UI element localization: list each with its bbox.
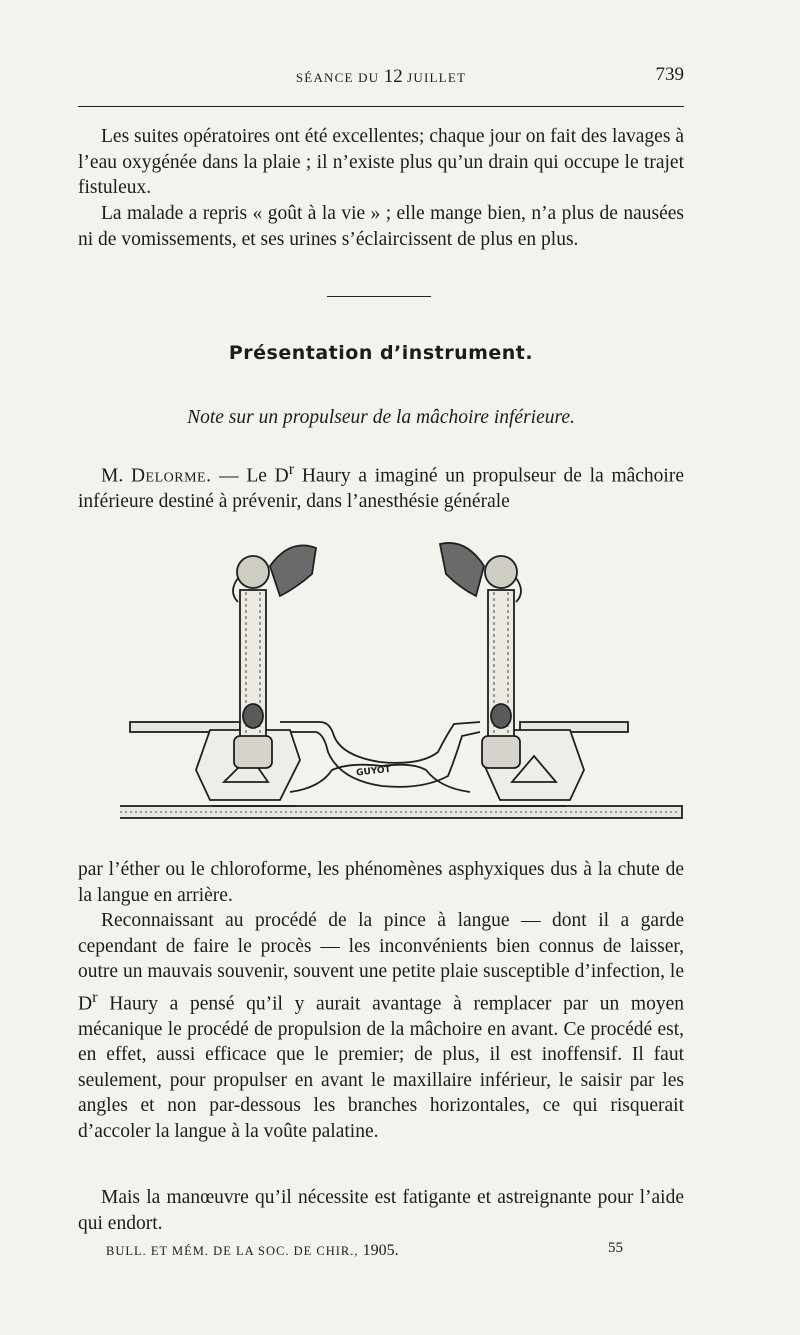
signature-mark: 55 bbox=[608, 1240, 623, 1256]
footer-citation bbox=[106, 1242, 399, 1260]
doctor-superscript-2: r bbox=[92, 987, 98, 1006]
paragraph-text-end: Haury a pensé qu’il y aurait avantage à remplacer par un moyen mécanique le procédé de propulsion de la mâchoire en avant. Ce procédé est, en effet, aussi efficace que le premier; de plus, il est inoffensif. Il faut seulement, pour propulser en avant le maxillaire inférieur, le saisir par les angles et non par-dessous les branches horizontales, ce qui risquerait d’accoler la langue à la voûte palatine. bbox=[78, 993, 684, 1142]
section-divider bbox=[327, 296, 431, 297]
running-head-day: 12 bbox=[383, 66, 403, 87]
running-head-suffix: JUILLET bbox=[402, 70, 467, 85]
maker-label: GUYOT bbox=[355, 764, 392, 779]
page-header bbox=[78, 64, 684, 90]
speaker-name: Delorme. bbox=[130, 465, 212, 487]
instrument-figure bbox=[120, 530, 700, 830]
intro-text-start: — Le D bbox=[211, 465, 289, 487]
paragraph-patient-recovery: La malade a repris « goût à la vie » ; elle mange bien, n’a plus de nausées ni de vomissements, et ses urines s’éclaircissent de plus en plus. bbox=[78, 203, 684, 250]
doctor-superscript: r bbox=[288, 460, 295, 478]
paragraph-operative-course: Les suites opératoires ont été excellentes; chaque jour on fait des lavages à l’eau oxygénée dans la plaie ; il n’existe plus qu’un drain qui occupe le trajet fistuleux. bbox=[78, 126, 684, 198]
section-subtitle: Note sur un propulseur de la mâchoire inférieure. bbox=[187, 407, 575, 428]
section-title: Présentation d’instrument. bbox=[228, 342, 534, 364]
paragraph-continuation: par l’éther ou le chloroforme, les phénomènes asphyxiques dus à la chute de la langue en arrière. bbox=[78, 859, 684, 906]
intro-text-end: Haury a imaginé un propulseur de la mâchoire inférieure destiné à prévenir, dans l’anesthésie générale bbox=[78, 465, 685, 512]
footer-year: 1905. bbox=[362, 1242, 399, 1259]
speaker-prefix: M. bbox=[101, 465, 131, 487]
jaw-propulsor-illustration bbox=[120, 530, 700, 830]
page-number: 739 bbox=[655, 64, 684, 85]
running-head-prefix: SÉANCE DU bbox=[295, 70, 384, 85]
header-rule bbox=[78, 106, 684, 107]
running-head bbox=[78, 66, 684, 88]
paragraph-tongue-forceps bbox=[78, 908, 684, 1144]
paragraph-maneuver: Mais la manœuvre qu’il nécessite est fatigante et astreignante pour l’aide qui endort. bbox=[78, 1187, 684, 1234]
page-footer bbox=[78, 1240, 684, 1264]
footer-journal: BULL. ET MÉM. DE LA SOC. DE CHIR., bbox=[106, 1244, 363, 1258]
paragraph-text-start: Reconnaissant au procédé de la pince à langue — dont il a garde cependant de faire le procès — les inconvénients bien connus de laisser, outre un mauvais souvenir, souvent une petite plaie susceptible d’infection, le D bbox=[78, 910, 684, 1014]
paragraph-intro bbox=[78, 457, 684, 515]
